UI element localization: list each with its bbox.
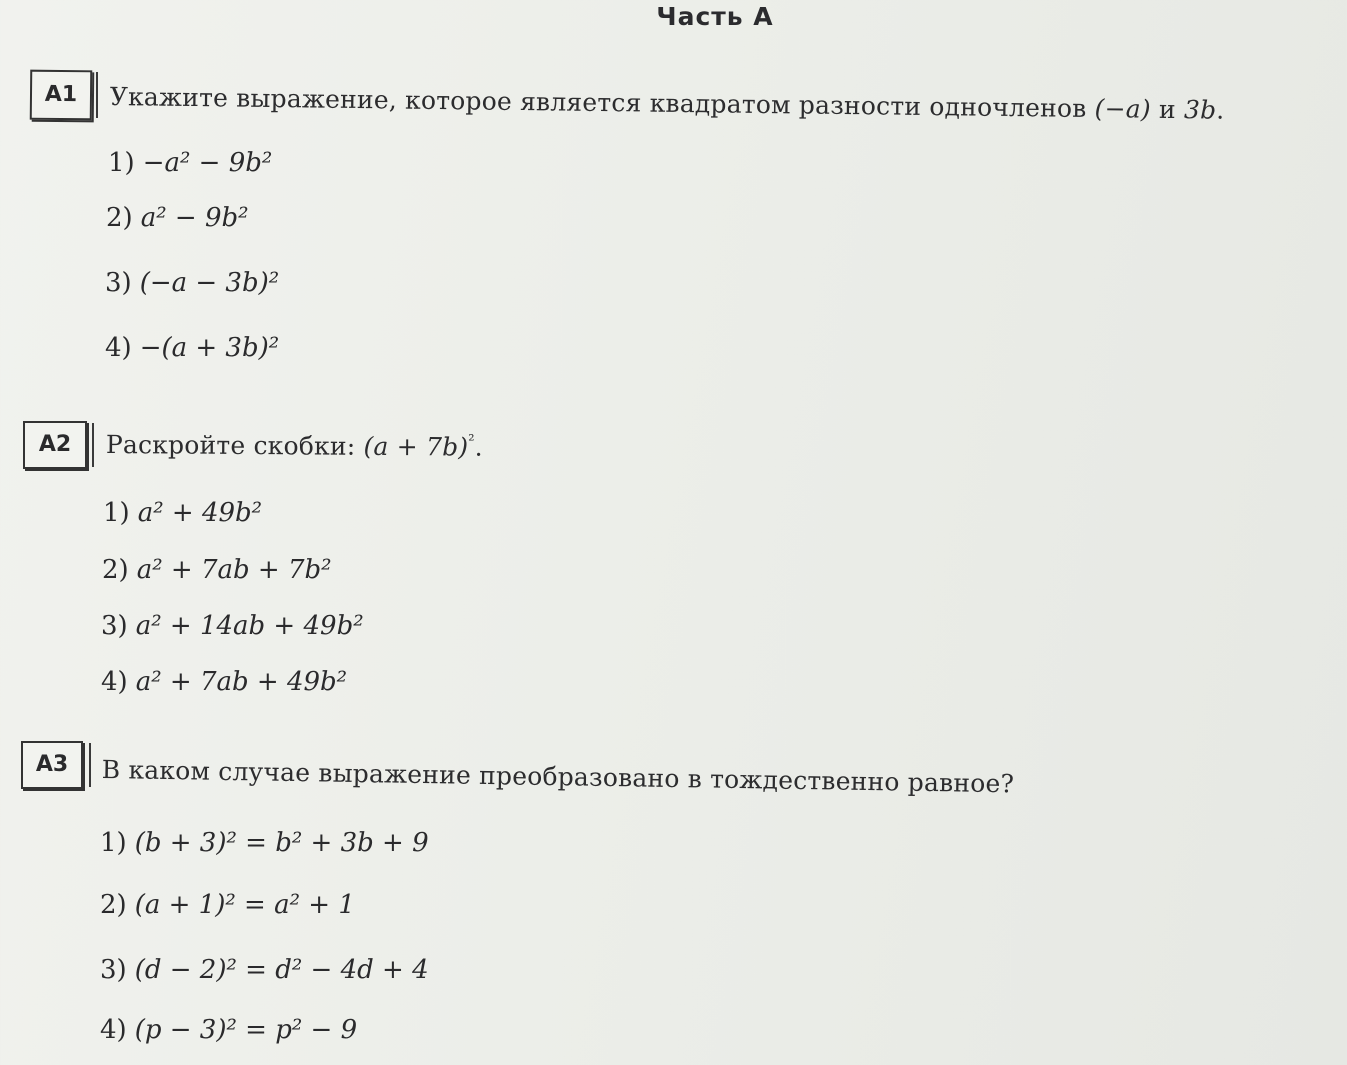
task-a3-option-4: 4) (p − 3)² = p² − 9 [100,1015,358,1045]
task-a1-question: Укажите выражение, которое является квадратом разности одночленов (−a) и 3b. [109,82,1225,125]
task-a1-option-1: 1) −a² − 9b² [108,148,273,178]
task-a3-label: А3 [35,752,69,777]
task-a2-option-3: 3) a² + 14ab + 49b² [101,611,364,641]
task-a1-option-3: 3) (−a − 3b)² [105,268,280,298]
task-a3-question: В каком случае выражение преобразовано в тождественно равное? [101,755,1015,799]
task-a3-option-3: 3) (d − 2)² = d² − 4d + 4 [100,955,429,985]
task-a2-label: А2 [38,432,72,457]
task-a1-label: А1 [44,81,78,108]
task-a2-badge [23,421,87,469]
task-a1-separator [96,72,98,118]
task-a2-option-2: 2) a² + 7ab + 7b² [102,555,332,585]
part-title: Часть А [656,2,774,31]
task-a3-separator [89,743,91,787]
task-a2-option-1: 1) a² + 49b² [103,498,263,528]
task-a2-option-4: 4) a² + 7ab + 49b² [101,667,348,697]
task-a1-option-4: 4) −(a + 3b)² [105,333,280,363]
task-a2-question: Раскройте скобки: $(a + 7b)^{^2}$. [105,430,483,462]
task-a1-badge [30,70,93,121]
task-a3-badge [21,741,83,789]
task-a2-separator [92,423,94,467]
task-a1-option-2: 2) a² − 9b² [106,203,249,233]
task-a3-option-1: 1) (b + 3)² = b² + 3b + 9 [100,828,429,858]
task-a3-option-2: 2) (a + 1)² = a² + 1 [100,890,355,920]
